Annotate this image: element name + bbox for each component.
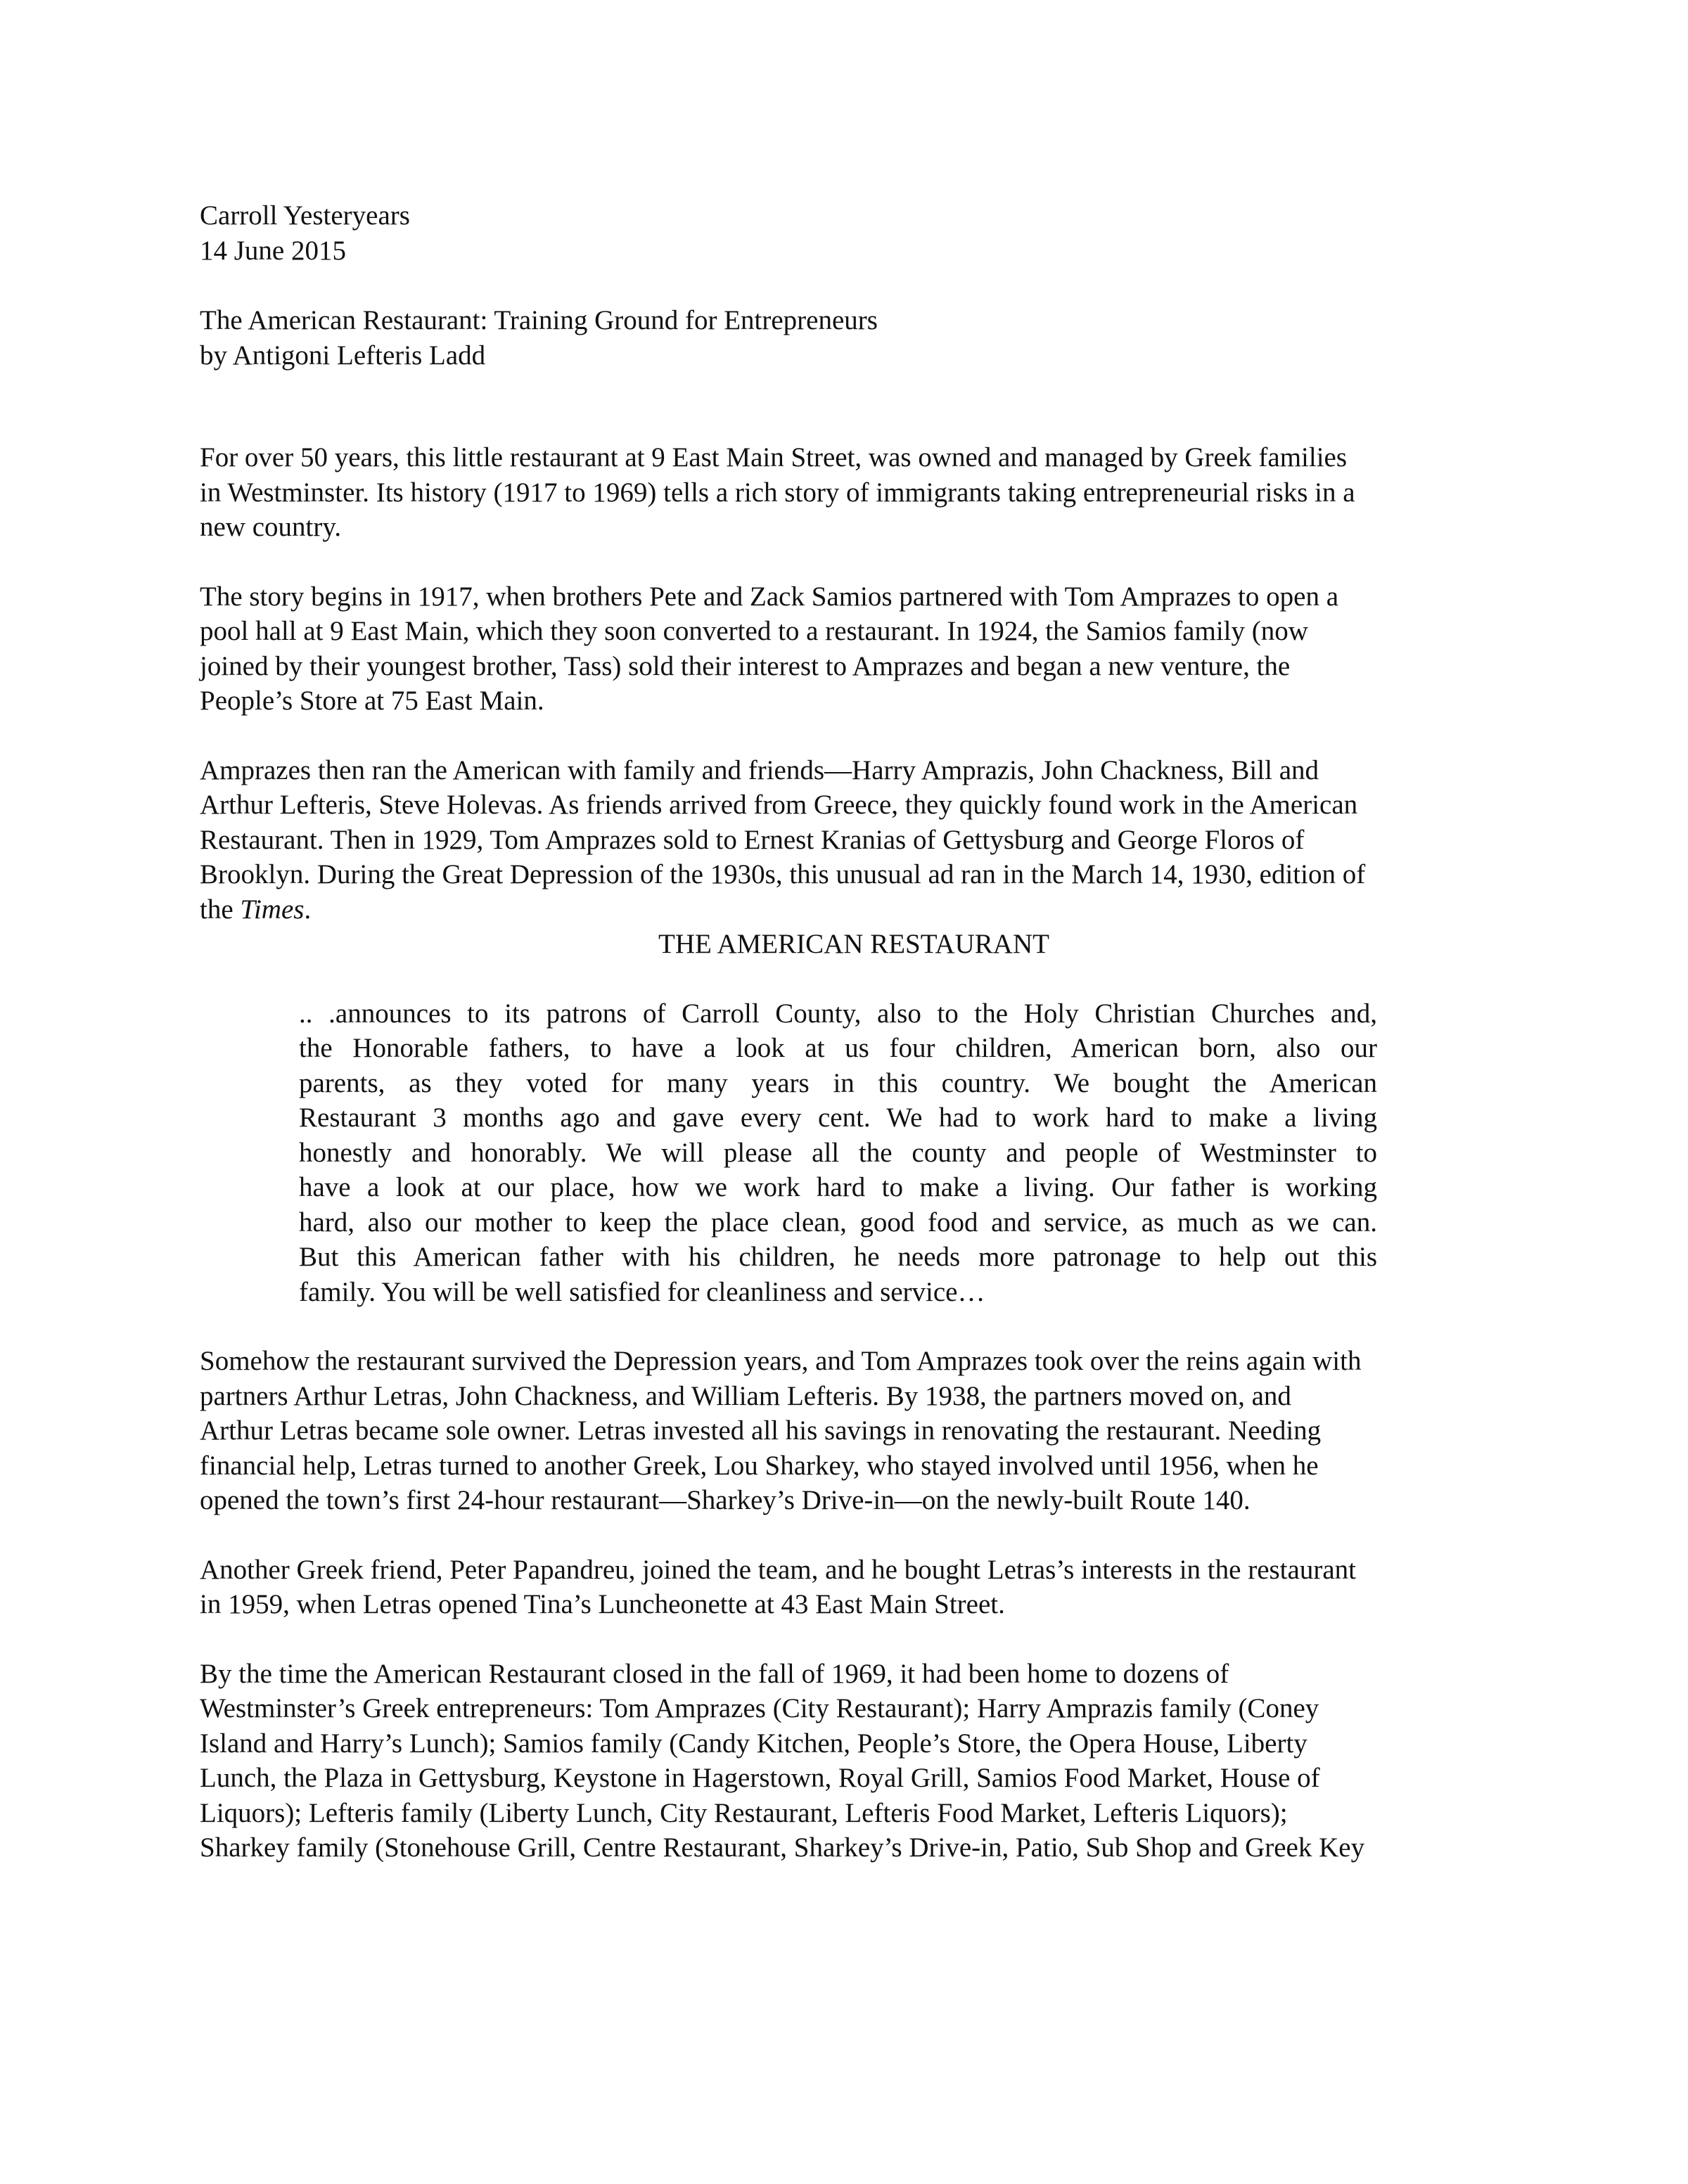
article-header <box>200 198 1508 373</box>
paragraph-1 <box>200 440 1508 545</box>
text-line: financial help, Letras turned to another Greek, Lou Sharkey, who stayed involved until 1956, when he <box>200 1450 1319 1481</box>
publication-date: 14 June 2015 <box>200 235 346 266</box>
text-line: in 1959, when Letras opened Tina’s Luncheonette at 43 East Main Street. <box>200 1589 1005 1619</box>
text-line: Arthur Letras became sole owner. Letras invested all his savings in renovating the restaurant. Needing <box>200 1415 1322 1446</box>
quote-line: But this American father with his children, he needs more patronage to help out this <box>299 1242 1377 1272</box>
text-line: in Westminster. Its history (1917 to 1969) tells a rich story of immigrants taking entrepreneurial risks in a <box>200 477 1355 508</box>
quote-line: family. You will be well satisfied for cleanliness and service… <box>299 1276 985 1307</box>
text-line: pool hall at 9 East Main, which they soon converted to a restaurant. In 1924, the Samios family (now <box>200 616 1308 646</box>
quote-line: Restaurant 3 months ago and gave every cent. We had to work hard to make a living <box>299 1103 1377 1133</box>
text-line: opened the town’s first 24-hour restaurant—Sharkey’s Drive-in—on the newly-built Route 140. <box>200 1485 1251 1515</box>
text-line: Somehow the restaurant survived the Depression years, and Tom Amprazes took over the reins again with <box>200 1346 1362 1376</box>
text-line: Westminster’s Greek entrepreneurs: Tom Amprazes (City Restaurant); Harry Amprazis family (Coney <box>200 1693 1319 1723</box>
text-line: Another Greek friend, Peter Papandreu, joined the team, and he bought Letras’s interests in the restaurant <box>200 1554 1356 1585</box>
quote-line: the Honorable fathers, to have a look at us four children, American born, also our <box>299 1033 1377 1063</box>
quote-line: have a look at our place, how we work hard to make a living. Our father is working <box>299 1172 1377 1202</box>
paragraph-5 <box>200 1553 1508 1622</box>
text-fragment: the <box>200 894 241 925</box>
text-line: People’s Store at 75 East Main. <box>200 686 544 716</box>
text-line: Sharkey family (Stonehouse Grill, Centre Restaurant, Sharkey’s Drive-in, Patio, Sub Shop and Greek Key <box>200 1832 1365 1863</box>
text-line: partners Arthur Letras, John Chackness, and William Lefteris. By 1938, the partners moved on, and <box>200 1380 1291 1411</box>
text-line: Brooklyn. During the Great Depression of the 1930s, this unusual ad ran in the March 14, 1930, edition of <box>200 859 1366 889</box>
text-line <box>200 892 1508 927</box>
text-line: new country. <box>200 512 342 542</box>
newspaper-name: Times <box>240 894 305 925</box>
paragraph-4 <box>200 1344 1508 1518</box>
document-page <box>200 198 1508 1865</box>
text-line: Arthur Lefteris, Steve Holevas. As friends arrived from Greece, they quickly found work in the American <box>200 790 1358 820</box>
article-byline: by Antigoni Lefteris Ladd <box>200 340 486 371</box>
text-line: The story begins in 1917, when brothers Pete and Zack Samios partnered with Tom Amprazes to open a <box>200 581 1339 612</box>
quote-line: parents, as they voted for many years in this country. We bought the American <box>299 1067 1377 1098</box>
ad-heading: THE AMERICAN RESTAURANT <box>658 929 1049 959</box>
text-line: Restaurant. Then in 1929, Tom Amprazes sold to Ernest Kranias of Gettysburg and George Floros of <box>200 824 1305 855</box>
text-line: By the time the American Restaurant closed in the fall of 1969, it had been home to dozens of <box>200 1658 1229 1689</box>
quote-line: hard, also our mother to keep the place clean, good food and service, as much as we can. <box>299 1207 1377 1238</box>
text-fragment: . <box>304 894 312 925</box>
text-line: joined by their youngest brother, Tass) sold their interest to Amprazes and began a new venture, the <box>200 650 1291 681</box>
ad-quote-block <box>299 996 1377 1310</box>
text-line: Liquors); Lefteris family (Liberty Lunch, City Restaurant, Lefteris Food Market, Lefteris Liquors); <box>200 1797 1288 1828</box>
article-title: The American Restaurant: Training Ground for Entrepreneurs <box>200 305 878 335</box>
text-line: Lunch, the Plaza in Gettysburg, Keystone in Hagerstown, Royal Grill, Samios Food Market, House of <box>200 1763 1320 1793</box>
publication-name: Carroll Yesteryears <box>200 200 410 231</box>
paragraph-6 <box>200 1657 1508 1865</box>
quote-line: honestly and honorably. We will please all the county and people of Westminster to <box>299 1137 1377 1168</box>
text-line: Amprazes then ran the American with family and friends—Harry Amprazis, John Chackness, Bill and <box>200 754 1319 785</box>
text-line: For over 50 years, this little restaurant at 9 East Main Street, was owned and managed by Greek families <box>200 442 1348 473</box>
text-line: Island and Harry’s Lunch); Samios family (Candy Kitchen, People’s Store, the Opera House, Liberty <box>200 1728 1307 1759</box>
paragraph-3 <box>200 753 1508 927</box>
quote-line: .. .announces to its patrons of Carroll County, also to the Holy Christian Churches and, <box>299 998 1377 1029</box>
paragraph-2 <box>200 579 1508 719</box>
